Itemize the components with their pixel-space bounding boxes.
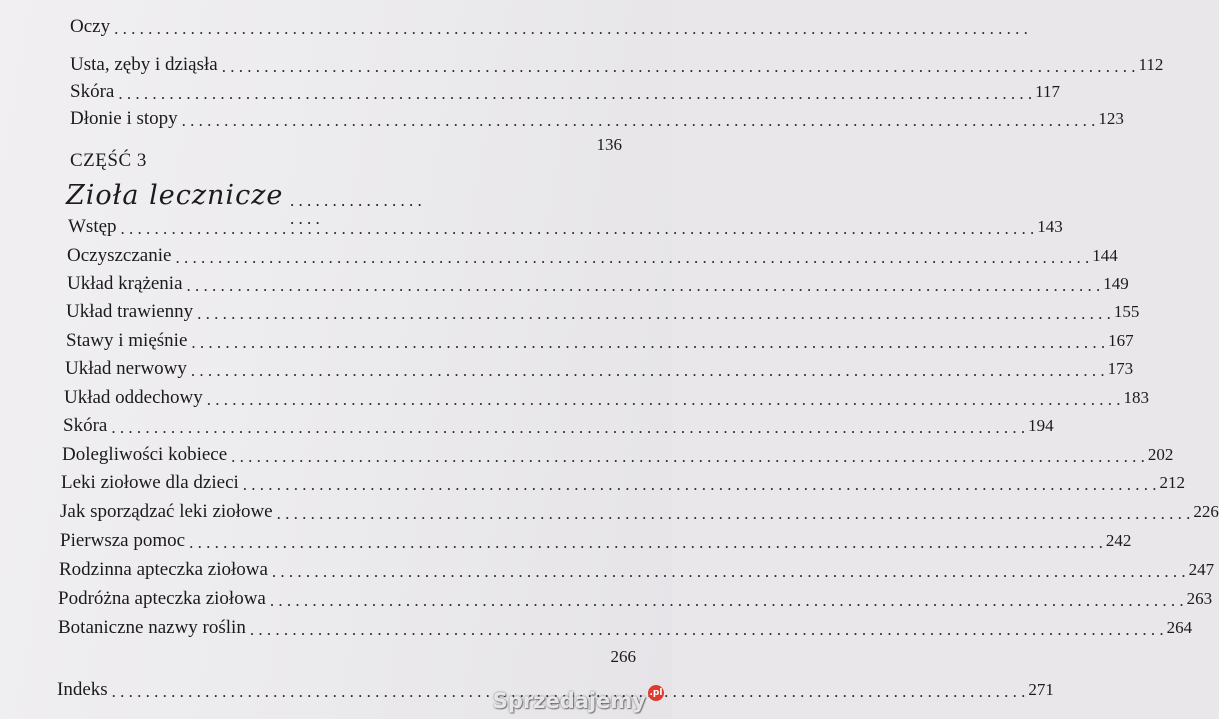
toc-entry (70, 130, 622, 156)
toc-entry (70, 77, 1060, 103)
toc-entry-title: Skóra (63, 415, 108, 436)
toc-entry-title: Dłonie i stopy (70, 108, 178, 129)
leader-dots: . . . . . . . . . . . . . . . . . . . . (290, 191, 422, 228)
toc-entry (58, 584, 1213, 610)
leader-dots (270, 592, 1184, 610)
leader-dots (189, 534, 1103, 552)
toc-entry (60, 497, 1219, 523)
leader-dots (197, 305, 1111, 323)
toc-entry-page: 247 (1188, 560, 1215, 579)
toc-entry-page: 202 (1147, 445, 1174, 464)
toc-entry-page: 212 (1159, 473, 1186, 492)
toc-entry (67, 269, 1129, 295)
toc-entry-title: Skóra (70, 81, 115, 102)
toc-entry-title: Usta, zęby i dziąsła (70, 54, 218, 75)
toc-entry-title: Indeks (57, 679, 108, 700)
toc-entry-page: 136 (596, 135, 622, 154)
toc-entry (65, 354, 1134, 380)
leader-dots (272, 563, 1186, 581)
leader-dots (187, 277, 1101, 295)
toc-entry-title: Botaniczne nazwy roślin (58, 617, 246, 638)
toc-entry-title: Jak sporządzać leki ziołowe (60, 501, 273, 522)
toc-entry-title: Układ nerwowy (65, 358, 187, 379)
toc-entry-page: 112 (1138, 55, 1164, 74)
toc-entry-page: 173 (1107, 359, 1134, 378)
part-title: Zioła lecznicze (66, 180, 284, 211)
toc-entry (70, 104, 1124, 130)
toc-entry-page: 194 (1028, 416, 1054, 435)
toc-entry (59, 555, 1215, 581)
toc-entry-page: 117 (1035, 82, 1060, 101)
toc-entry (64, 383, 1150, 409)
toc-entry-title: Leki ziołowe dla dzieci (61, 472, 239, 493)
leader-dots (207, 391, 1121, 409)
toc-entry-page: 263 (1186, 589, 1213, 608)
watermark-badge: .pl (648, 685, 664, 701)
toc-entry-page: 242 (1105, 531, 1132, 550)
leader-dots (243, 476, 1157, 494)
leader-dots (182, 112, 1096, 130)
toc-entry (67, 241, 1118, 267)
toc-entry-title: Układ trawienny (66, 301, 194, 322)
toc-entry-title: Wstęp (68, 216, 117, 237)
toc-entry-title: Układ krążenia (67, 273, 183, 294)
leader-dots (114, 20, 1028, 38)
toc-entry (70, 50, 1164, 76)
toc-entry-page: 264 (1166, 618, 1193, 637)
toc-entry-page: 167 (1108, 331, 1134, 350)
toc-entry-title: Stawy i mięśnie (66, 330, 188, 351)
toc-entry (68, 212, 1063, 238)
part-label: CZĘŚĆ 3 (70, 150, 147, 171)
leader-dots (111, 419, 1025, 437)
toc-entry (66, 297, 1140, 323)
toc-entry-page: 266 (610, 647, 636, 666)
toc-entry-page: 271 (1028, 680, 1054, 699)
toc-entry (61, 468, 1186, 494)
toc-entry (70, 12, 622, 38)
toc-entry-page: 123 (1098, 109, 1124, 128)
toc-entry-page: 155 (1113, 302, 1140, 321)
toc-entry-page: 149 (1103, 274, 1129, 293)
toc-entry (58, 642, 636, 668)
toc-entry-page: 144 (1092, 246, 1118, 265)
leader-dots (250, 621, 1164, 639)
toc-entry-title: Dolegliwości kobiece (62, 444, 228, 465)
watermark-logo (493, 689, 664, 713)
toc-entry-title: Układ oddechowy (64, 387, 203, 408)
leader-dots (222, 58, 1136, 76)
toc-entry-title: Rodzinna apteczka ziołowa (59, 559, 268, 580)
toc-entry-title: Oczy (70, 16, 111, 37)
watermark-text: Sprzedajemy (492, 689, 646, 713)
toc-entry-title: Pierwsza pomoc (60, 530, 186, 551)
leader-dots (118, 85, 1032, 103)
toc-entry-page: 143 (1037, 217, 1063, 236)
leader-dots (121, 220, 1035, 238)
leader-dots (191, 334, 1105, 352)
toc-entry-page: 183 (1123, 388, 1150, 407)
toc-entry-title: Oczyszczanie (67, 245, 172, 266)
leader-dots (175, 249, 1089, 267)
toc-entry (66, 326, 1134, 352)
leader-dots (191, 362, 1105, 380)
leader-dots (277, 505, 1191, 523)
toc-entry-title: Podróżna apteczka ziołowa (58, 588, 266, 609)
toc-entry (63, 411, 1054, 437)
toc-entry (60, 526, 1132, 552)
leader-dots (231, 448, 1145, 466)
toc-entry (62, 440, 1174, 466)
toc-entry-page: 226 (1193, 502, 1219, 521)
toc-entry (58, 613, 1193, 639)
